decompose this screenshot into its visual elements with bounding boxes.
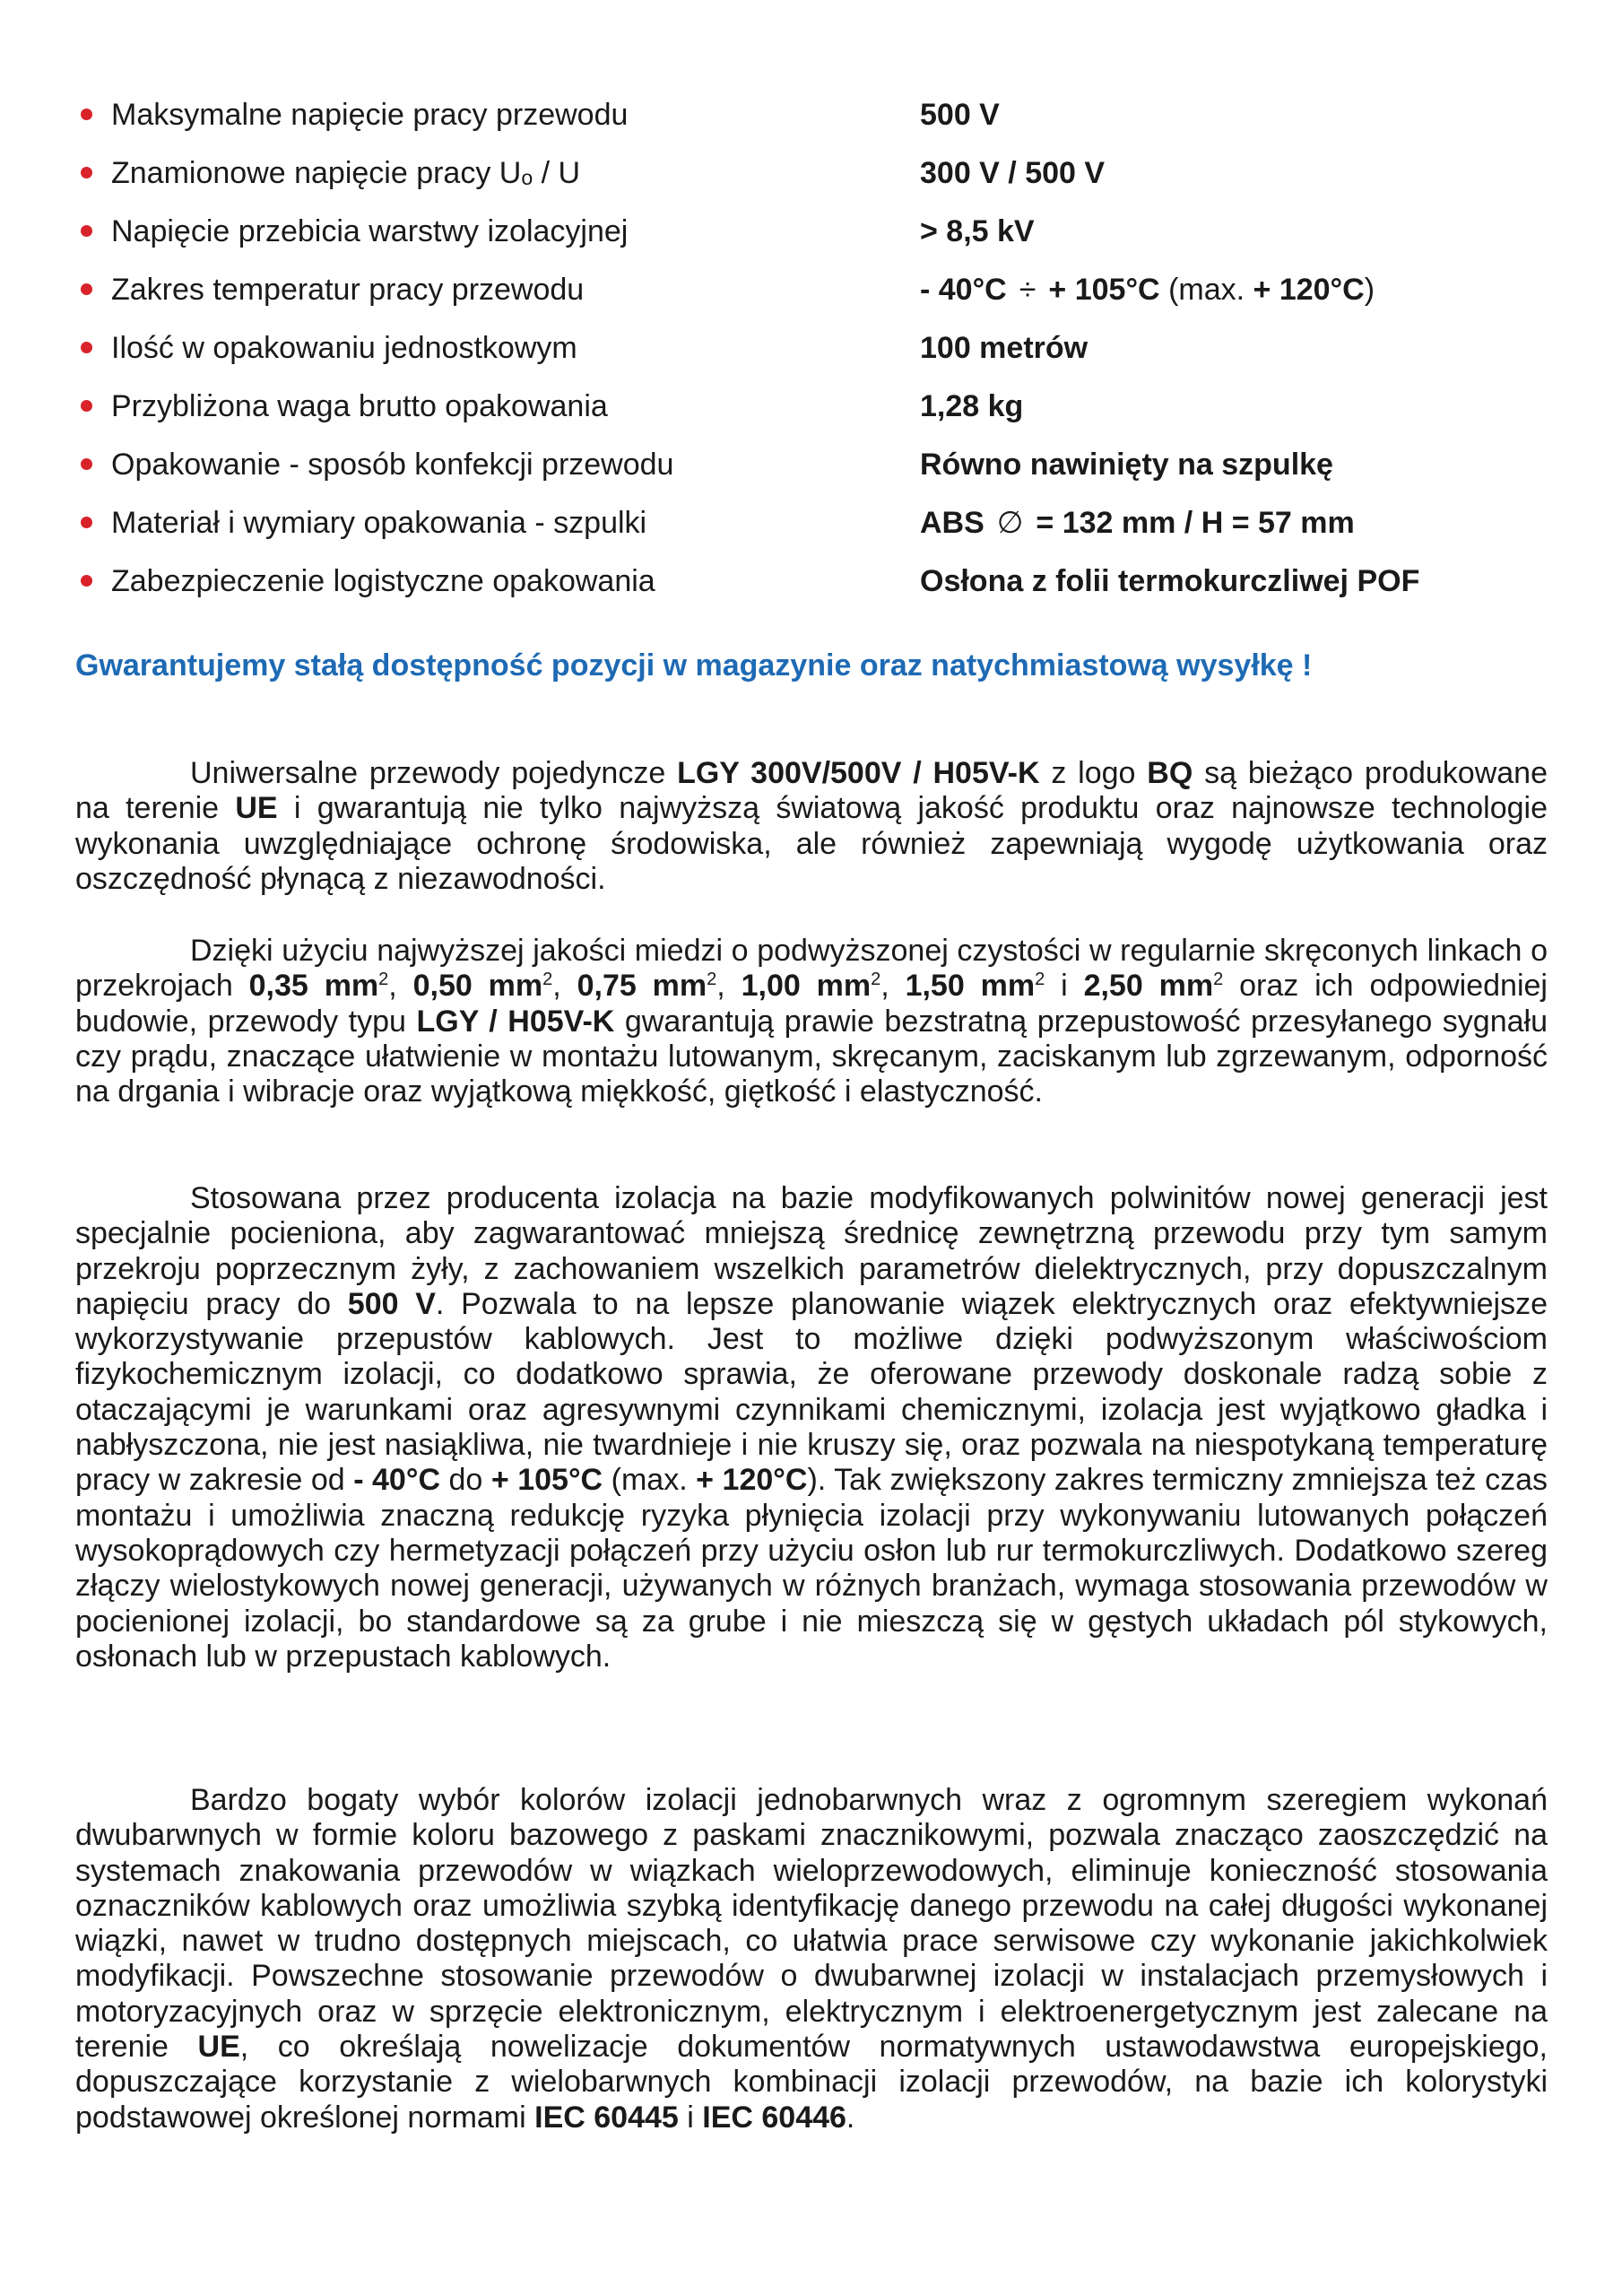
dimensions: = 132 mm / H = 57 mm (1036, 506, 1355, 540)
superscript: 2 (378, 970, 389, 990)
spec-row (70, 381, 1558, 439)
temp-max-note: (max. (1168, 273, 1253, 307)
text-run: do (440, 1463, 491, 1498)
spec-row (70, 265, 1558, 323)
text-run: Bardzo bogaty wybór kolorów izolacji jednobarwnych wraz z ogromnym szeregiem wykonań dwubarwnych w formie koloru bazowego z paskami znacznikowymi, pozwala znacząco zaoszczędzić na systemach znakowania przewodów w wiązkach wieloprzewodowych, eliminuje konieczność stosowania oznaczników kablowych oraz umożliwia szybką identyfikację danego przewodu na całej długości wykonanej wiązki, nawet w trudno dostępnych miejscach, co ułatwia prace serwisowe czy wykonanie jakichkolwiek modyfikacji. Powszechne stosowanie przewodów o dwubarwnej izolacji w instalacjach przemysłowych i motoryzacyjnych oraz w sprzęcie elektronicznym, elektrycznym i elektroenergetycznym jest zalecane na terenie (75, 1783, 1548, 2065)
spec-label: Opakowanie - sposób konfekcji przewodu (111, 448, 674, 482)
bold-run: + 105°C (490, 1463, 603, 1498)
spec-value: Osłona z folii termokurczliwej POF (920, 564, 1420, 598)
paragraph-intro (75, 756, 1548, 897)
text-run: ). Tak zwiększony zakres termiczny zmniejsza też czas montażu i umożliwia znaczną redukcję ryzyka płynięcia izolacji przy wykonywaniu lutowanych połączeń wysokoprądowych czy hermetyzacji połączeń przy użyciu osłon lub rur termokurczliwych. Dodatkowo szereg złączy wielostykowych nowej generacji, używanych w różnych branżach, wymaga stosowania przewodów w pocienionej izolacji, bo standardowe są za grube i nie mieszczą się w gęstych układach pól stykowych, osłonach lub w przepustach kablowych. (75, 1463, 1548, 1674)
text-run: (max. (603, 1463, 697, 1498)
bullet-dot (81, 400, 92, 412)
spec-row (70, 90, 1558, 148)
temp-close: ) (1364, 273, 1375, 307)
bold-run: UE (235, 791, 278, 826)
text-run: i (678, 2100, 703, 2135)
bold-run: 1,00 mm (741, 969, 872, 1004)
bullet-dot (81, 458, 92, 470)
bold-run: LGY / H05V-K (416, 1004, 615, 1039)
bold-run: 1,50 mm (905, 969, 1036, 1004)
spec-label: Materiał i wymiary opakowania - szpulki (111, 506, 647, 540)
superscript: 2 (1035, 970, 1045, 990)
bullet-dot (81, 575, 92, 587)
bold-run: IEC 60445 (534, 2100, 679, 2135)
spec-value: 1,28 kg (920, 389, 1024, 423)
spec-label: Napięcie przebicia warstwy izolacyjnej (111, 214, 629, 248)
bold-run: 0,50 mm (412, 969, 543, 1004)
superscript: 2 (542, 970, 553, 990)
text-run: , co określają nowelizacje dokumentów normatywnych ustawodawstwa europejskiego, dopuszczające korzystanie z wielobarwnych kombinacji izolacji przewodów, na bazie ich kolorystyki podstawowej określonej normami (75, 2030, 1548, 2135)
spec-label: Zakres temperatur pracy przewodu (111, 273, 585, 307)
spec-list (70, 90, 1558, 614)
spec-row (70, 556, 1558, 614)
spec-label: Maksymalne napięcie pracy przewodu (111, 98, 629, 132)
bullet-dot (81, 225, 92, 237)
text-run: . (846, 2100, 855, 2135)
spec-label: Zabezpieczenie logistyczne opakowania (111, 564, 655, 598)
bold-run: IEC 60446 (702, 2100, 846, 2135)
spec-value: 100 metrów (920, 331, 1089, 365)
bold-run: 500 V (347, 1286, 436, 1321)
paragraph-insulation (75, 1181, 1548, 1674)
text-run: , (552, 969, 577, 1004)
superscript: 2 (871, 970, 881, 990)
spec-label: Znamionowe napięcie pracy Uₒ / U (111, 156, 581, 190)
bold-run: 0,75 mm (577, 969, 707, 1004)
spec-row (70, 498, 1558, 556)
bullet-dot (81, 342, 92, 353)
bold-run: 0,35 mm (248, 969, 379, 1004)
text-run: , (880, 969, 906, 1004)
bullet-dot (81, 109, 92, 120)
superscript: 2 (1213, 970, 1224, 990)
temp-min: - 40°C (920, 273, 1007, 307)
bullet-dot (81, 283, 92, 295)
spec-value (920, 503, 1355, 543)
temp-max: + 105°C (1048, 273, 1160, 307)
bullet-dot (81, 517, 92, 528)
spec-value (920, 270, 1375, 309)
bold-run: BQ (1147, 756, 1193, 790)
material-name: ABS (920, 506, 984, 540)
paragraph-copper (75, 934, 1548, 1109)
spec-row (70, 148, 1558, 206)
range-symbol: ÷ (1019, 273, 1037, 307)
text-run: z logo (1039, 756, 1148, 790)
bold-run: UE (197, 2030, 240, 2065)
text-run: są bieżąco produkowane na terenie (75, 756, 1548, 826)
text-run: oraz ich odpowiedniej budowie, przewody typu (75, 969, 1548, 1039)
spec-row (70, 323, 1558, 381)
diameter-icon: ∅ (996, 506, 1024, 540)
guarantee-headline: Gwarantujemy stałą dostępność pozycji w magazynie oraz natychmiastową wysyłkę ! (75, 648, 1313, 683)
text-run: , (716, 969, 742, 1004)
spec-value: 500 V (920, 98, 1000, 132)
text-run: Stosowana przez producenta izolacja na bazie modyfikowanych polwinitów nowej generacji jest specjalnie pocieniona, aby zagwarantować mniejszą średnicę zewnętrzną przewodu przy tym samym przekroju poprzecznym żyły, z zachowaniem wszelkich parametrów dielektrycznych, przy dopuszczalnym napięciu pracy do (75, 1181, 1548, 1321)
text-run: , (388, 969, 413, 1004)
bold-run: LGY 300V/500V / H05V-K (677, 756, 1040, 790)
text-run: Uniwersalne przewody pojedyncze (190, 756, 678, 790)
spec-row (70, 439, 1558, 498)
text-run: . Pozwala to na lepsze planowanie wiązek elektrycznych oraz efektywniejsze wykorzystywanie przepustów kablowych. Jest to możliwe dzięki podwyższonym właściwościom fizykochemicznym izolacji, co dodatkowo sprawia, że oferowane przewody doskonale radzą sobie z otaczającymi je warunkami oraz agresywnymi czynnikami chemicznymi, izolacja jest wyjątkowo gładka i nabłyszczona, nie jest nasiąkliwa, nie twardnieje i nie kruszy się, oraz pozwala na niespotykaną temperaturę pracy w zakresie od (75, 1286, 1548, 1498)
spec-label: Przybliżona waga brutto opakowania (111, 389, 608, 423)
bold-run: - 40°C (353, 1463, 440, 1498)
spec-value: > 8,5 kV (920, 214, 1035, 248)
text-run: Dzięki użyciu najwyższej jakości miedzi o podwyższonej czystości w regularnie skręconych linkach o przekrojach (75, 934, 1548, 1004)
text-run: i gwarantują nie tylko najwyższą światową jakość produktu oraz najnowsze technologie wykonania uwzględniające ochronę środowiska, ale również zapewniają wygodę użytkowania oraz oszczędność płynącą z niezawodności. (75, 791, 1548, 896)
spec-label: Ilość w opakowaniu jednostkowym (111, 331, 577, 365)
temp-peak: + 120°C (1253, 273, 1365, 307)
bold-run: 2,50 mm (1083, 969, 1214, 1004)
bullet-dot (81, 167, 92, 178)
text-run: gwarantują prawie bezstratną przepustowość przesyłanego sygnału czy prądu, znaczące ułatwienie w montażu lutowanym, skręcanym, zaciskanym lub zgrzewanym, odporność na drgania i wibracje oraz wyjątkową miękkość, giętkość i elastyczność. (75, 1004, 1548, 1109)
superscript: 2 (707, 970, 717, 990)
spec-value: 300 V / 500 V (920, 156, 1106, 190)
bold-run: + 120°C (696, 1463, 808, 1498)
spec-value: Równo nawinięty na szpulkę (920, 448, 1333, 482)
paragraph-colors (75, 1783, 1548, 2135)
spec-row (70, 206, 1558, 265)
text-run: i (1045, 969, 1084, 1004)
